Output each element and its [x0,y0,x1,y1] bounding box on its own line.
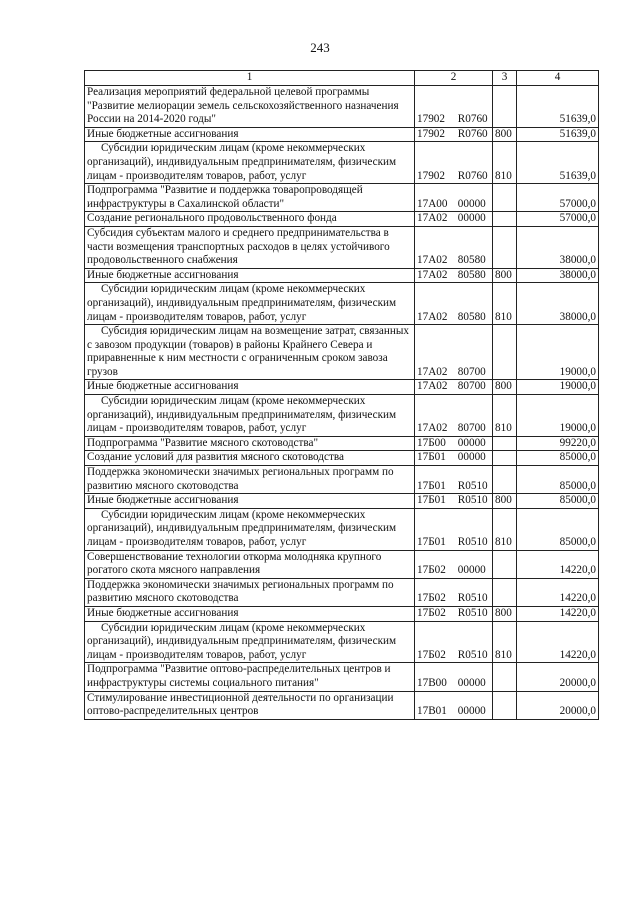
row-name: Создание условий для развития мясного скотоводства [85,451,415,466]
row-code-program: 17Б02 [417,606,446,619]
row-amount: 20000,0 [517,691,599,719]
table-row [85,142,599,184]
row-amount: 57000,0 [517,212,599,227]
table-row [85,508,599,550]
row-code [415,86,493,128]
row-code-program: 17Б02 [417,648,446,661]
row-code [415,578,493,606]
row-code-direction: R0510 [457,648,488,661]
row-name: Реализация мероприятий федеральной целевой программы "Развитие мелиорации земель сельскохозяйственного назначения России на 2014-2020 годы" [85,86,415,128]
row-amount: 19000,0 [517,395,599,437]
table-row [85,663,599,691]
row-code-direction: 80700 [457,365,486,378]
row-expense-type [493,184,517,212]
row-code-program: 17902 [417,127,445,140]
row-name: Подпрограмма "Развитие мясного скотоводства" [85,436,415,451]
row-code-direction: 80700 [457,380,486,393]
row-code-direction: 80580 [457,310,486,323]
row-name: Субсидии юридическим лицам (кроме некоммерческих организаций), индивидуальным предпринимателям, физическим лицам - производителям товаров, работ, услуг [85,395,415,437]
row-amount: 38000,0 [517,283,599,325]
row-amount: 38000,0 [517,226,599,268]
table-row [85,184,599,212]
row-code-direction: 80700 [457,422,486,435]
row-expense-type: 810 [493,508,517,550]
row-code [415,268,493,283]
row-code-direction: R0510 [457,479,488,492]
row-expense-type: 800 [493,494,517,509]
row-name: Субсидии юридическим лицам (кроме некоммерческих организаций), индивидуальным предпринимателям, физическим лицам - производителям товаров, работ, услуг [85,508,415,550]
row-code-program: 17Б02 [417,564,446,577]
row-code [415,212,493,227]
table-body [85,86,599,720]
row-code [415,451,493,466]
row-amount: 85000,0 [517,451,599,466]
table-row [85,621,599,663]
row-code-program: 17902 [417,169,445,182]
row-expense-type: 800 [493,127,517,142]
column-header-vr: 3 [493,71,517,86]
row-name: Субсидии юридическим лицам (кроме некоммерческих организаций), индивидуальным предпринимателям, физическим лицам - производителям товаров, работ, услуг [85,621,415,663]
row-expense-type [493,86,517,128]
table-row [85,395,599,437]
row-code-program: 17Б01 [417,479,446,492]
row-expense-type: 810 [493,621,517,663]
row-expense-type [493,466,517,494]
row-code-direction: 00000 [457,705,486,718]
row-code-direction: 80580 [457,268,486,281]
row-amount: 14220,0 [517,621,599,663]
row-code-program: 17Б01 [417,451,446,464]
row-code [415,142,493,184]
row-code [415,494,493,509]
table-row [85,494,599,509]
column-header-name: 1 [85,71,415,86]
row-code-direction: R0510 [457,592,488,605]
row-expense-type [493,436,517,451]
row-code-direction: R0760 [457,113,488,126]
row-code [415,127,493,142]
row-code-program: 17В00 [417,676,447,689]
budget-table [84,70,599,720]
row-code [415,508,493,550]
row-code [415,621,493,663]
row-code-program: 17А02 [417,310,448,323]
row-amount: 85000,0 [517,508,599,550]
row-amount: 14220,0 [517,606,599,621]
row-code-program: 17902 [417,113,445,126]
row-name: Совершенствование технологии откорма молодняка крупного рогатого скота мясного направления [85,550,415,578]
row-code-program: 17В01 [417,705,447,718]
row-name: Подпрограмма "Развитие оптово-распределительных центров и инфраструктуры системы социального питания" [85,663,415,691]
row-amount: 57000,0 [517,184,599,212]
row-code [415,436,493,451]
row-name: Стимулирование инвестиционной деятельности по организации оптово-распределительных центров [85,691,415,719]
table-row [85,268,599,283]
column-header-code: 2 [415,71,493,86]
row-amount: 51639,0 [517,142,599,184]
page-number: 243 [310,40,330,55]
row-amount: 19000,0 [517,380,599,395]
row-code [415,380,493,395]
row-code-program: 17Б01 [417,494,446,507]
table-row [85,86,599,128]
row-code-program: 17А00 [417,197,448,210]
row-code [415,325,493,380]
row-expense-type [493,550,517,578]
row-code-program: 17Б00 [417,436,446,449]
table-row [85,606,599,621]
column-header-amount: 4 [517,71,599,86]
row-code-program: 17Б02 [417,592,446,605]
row-amount: 14220,0 [517,578,599,606]
row-name: Поддержка экономически значимых региональных программ по развитию мясного скотоводства [85,578,415,606]
row-code [415,606,493,621]
row-amount: 51639,0 [517,86,599,128]
table-row [85,691,599,719]
table-row [85,325,599,380]
row-expense-type [493,663,517,691]
row-amount: 19000,0 [517,325,599,380]
table-row [85,578,599,606]
table-row [85,436,599,451]
row-name: Поддержка экономически значимых региональных программ по развитию мясного скотоводства [85,466,415,494]
row-name: Субсидия юридическим лицам на возмещение затрат, связанных с завозом продукции (товаров) в районы Крайнего Севера и приравненные к ним местности с ограниченным сроком завоза грузов [85,325,415,380]
row-code-direction: 80580 [457,254,486,267]
row-code [415,283,493,325]
row-name: Субсидии юридическим лицам (кроме некоммерческих организаций), индивидуальным предпринимателям, физическим лицам - производителям товаров, работ, услуг [85,283,415,325]
row-expense-type [493,212,517,227]
row-name: Иные бюджетные ассигнования [85,494,415,509]
row-code-program: 17Б01 [417,536,446,548]
row-amount: 20000,0 [517,663,599,691]
row-expense-type [493,226,517,268]
row-code [415,550,493,578]
row-name: Субсидии юридическим лицам (кроме некоммерческих организаций), индивидуальным предпринимателям, физическим лицам - производителям товаров, работ, услуг [85,142,415,184]
row-code [415,395,493,437]
row-code-direction: 00000 [457,451,486,464]
row-code [415,226,493,268]
row-code-program: 17А02 [417,254,448,267]
row-amount: 85000,0 [517,466,599,494]
table-row [85,127,599,142]
table-row [85,283,599,325]
row-code [415,663,493,691]
table-row [85,212,599,227]
row-code-direction: 00000 [457,676,486,689]
table-row [85,466,599,494]
row-name: Подпрограмма "Развитие и поддержка товаропроводящей инфраструктуры в Сахалинской области" [85,184,415,212]
row-code [415,184,493,212]
row-expense-type [493,691,517,719]
row-name: Иные бюджетные ассигнования [85,127,415,142]
row-code-direction: 00000 [457,564,486,577]
row-expense-type: 800 [493,380,517,395]
row-amount: 14220,0 [517,550,599,578]
row-code-program: 17А02 [417,365,448,378]
row-code-program: 17А02 [417,422,448,435]
row-amount: 85000,0 [517,494,599,509]
row-name: Иные бюджетные ассигнования [85,606,415,621]
row-expense-type: 800 [493,268,517,283]
row-code-direction: R0760 [457,169,488,182]
row-expense-type [493,325,517,380]
row-code-program: 17А02 [417,268,448,281]
row-code-direction: R0510 [457,606,488,619]
row-expense-type: 800 [493,606,517,621]
row-code-direction: R0510 [457,536,488,548]
row-code-program: 17А02 [417,212,448,225]
row-code-direction: R0510 [457,494,488,507]
table-row [85,226,599,268]
table-row [85,451,599,466]
row-expense-type [493,451,517,466]
row-name: Иные бюджетные ассигнования [85,268,415,283]
row-code-direction: R0760 [457,127,488,140]
row-name: Субсидия субъектам малого и среднего предпринимательства в части возмещения транспортных расходов в целях устойчивого продовольственного снабжения [85,226,415,268]
row-amount: 51639,0 [517,127,599,142]
row-code [415,466,493,494]
row-name: Иные бюджетные ассигнования [85,380,415,395]
row-code-direction: 00000 [457,436,486,449]
row-code-program: 17А02 [417,380,448,393]
row-code-direction: 00000 [457,197,486,210]
row-expense-type: 810 [493,142,517,184]
row-name: Создание регионального продовольственного фонда [85,212,415,227]
table-header-row [85,71,599,86]
table-row [85,380,599,395]
row-expense-type [493,578,517,606]
table-row [85,550,599,578]
row-amount: 99220,0 [517,436,599,451]
row-code [415,691,493,719]
row-code-direction: 00000 [457,212,486,225]
row-expense-type: 810 [493,395,517,437]
row-amount: 38000,0 [517,268,599,283]
row-expense-type: 810 [493,283,517,325]
